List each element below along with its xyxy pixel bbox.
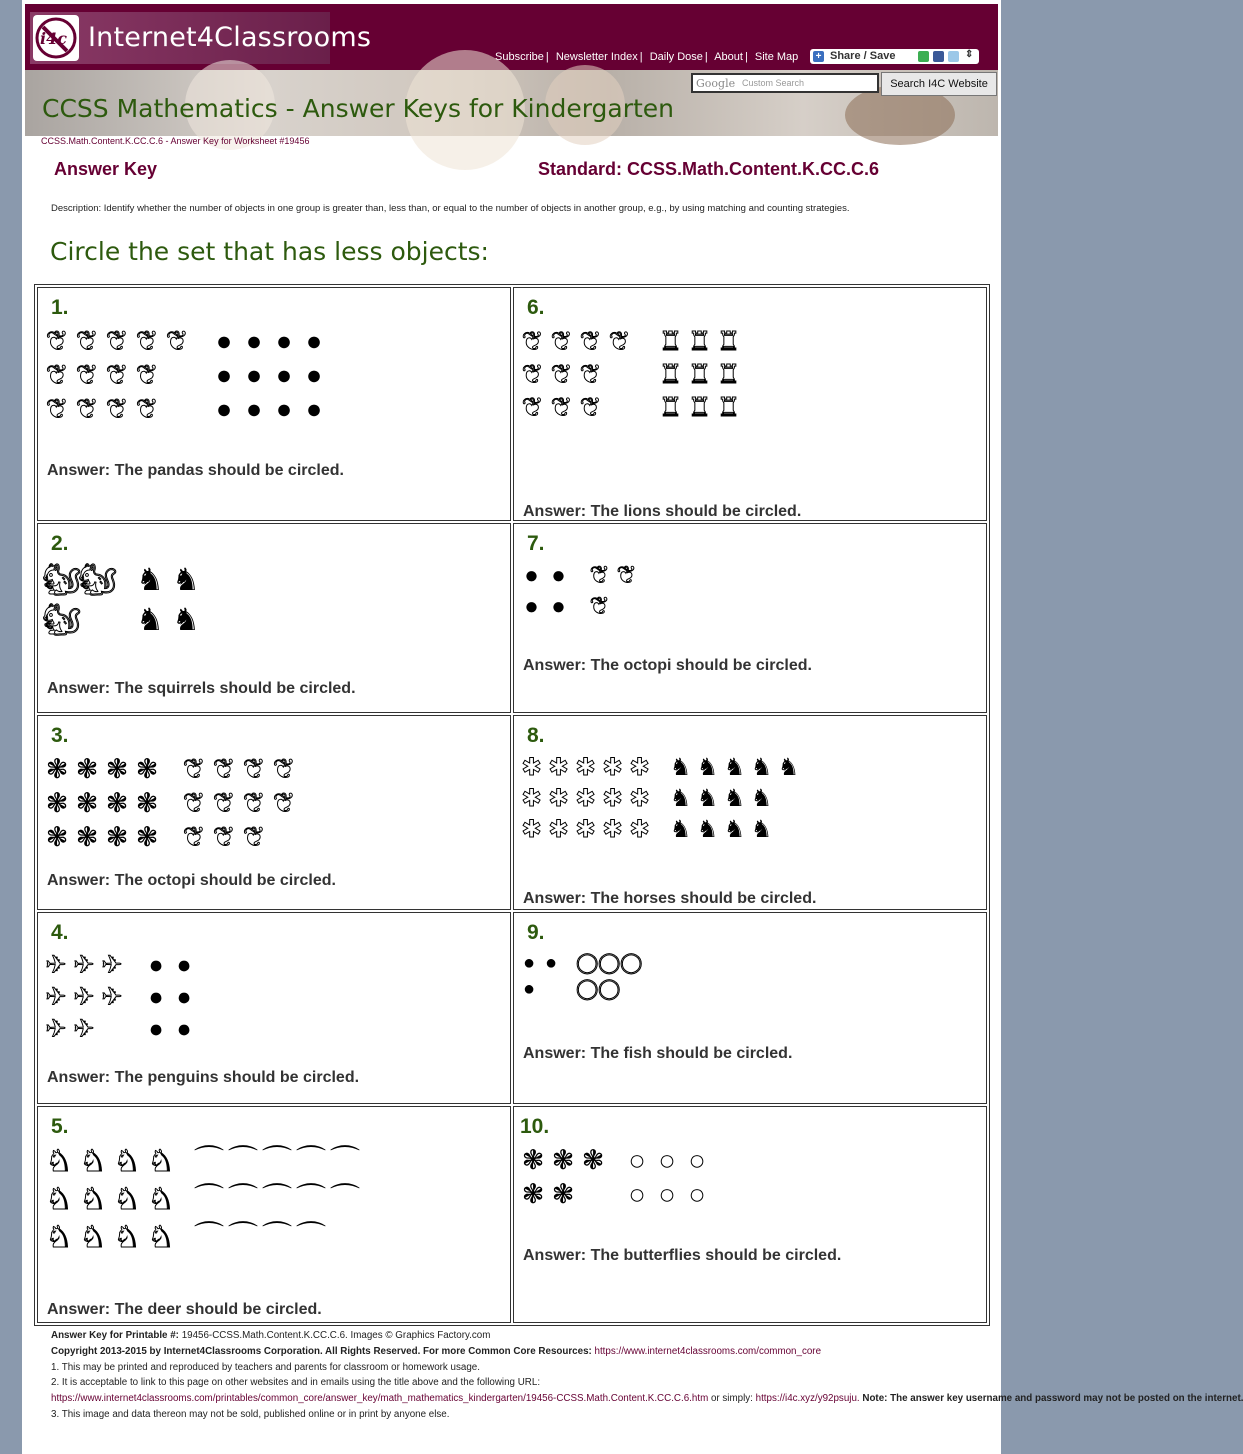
raccoon-icon: ● xyxy=(658,1145,676,1175)
octopus-icon: ❦ xyxy=(272,754,296,784)
panda-icon: ● xyxy=(215,360,233,390)
raccoon-icon: ● xyxy=(688,1179,706,1209)
panda-icon: ● xyxy=(275,326,293,356)
octopus-icon: ❦ xyxy=(182,754,206,784)
butterfly-icon: ❃ xyxy=(521,1145,545,1175)
penguin-icon: ● xyxy=(148,983,164,1011)
deer-icon: ♞ xyxy=(113,1145,141,1178)
octopus-icon: ❦ xyxy=(105,360,129,390)
seal-icon: ● xyxy=(524,593,539,620)
panda-icon: ● xyxy=(215,326,233,356)
problem-number: 2. xyxy=(51,532,69,555)
octopus-icon: ❦ xyxy=(135,394,159,424)
panda-icon: ● xyxy=(275,360,293,390)
octopus-icon: ❦ xyxy=(212,822,236,852)
crab-icon: ✱ xyxy=(548,754,569,781)
horse-icon: ♞ xyxy=(723,785,746,812)
fish-icon: ● xyxy=(544,952,558,974)
footer-printable-label: Answer Key for Printable #: xyxy=(51,1330,179,1341)
problem-number: 9. xyxy=(527,921,545,944)
problem-cell-7 xyxy=(513,523,987,713)
facebook-icon xyxy=(933,51,944,62)
lion-icon: ♜ xyxy=(716,359,741,389)
share-icon xyxy=(918,51,929,62)
horse-icon: ♞ xyxy=(669,754,692,781)
bird-icon: ✈ xyxy=(73,951,95,979)
page-title: CCSS Mathematics - Answer Keys for Kindergarten xyxy=(42,94,675,123)
octopus-icon: ❦ xyxy=(165,326,189,356)
bat-icon: ⌒ xyxy=(330,1145,360,1178)
chameleon-icon: ❦ xyxy=(521,359,544,389)
octopus-icon: ❦ xyxy=(589,593,610,620)
crab-icon: ✱ xyxy=(575,754,596,781)
chameleon-icon: ❦ xyxy=(550,392,573,422)
horse-icon: ♞ xyxy=(723,816,746,843)
bat-icon: ⌒ xyxy=(262,1183,292,1216)
seal-icon: ● xyxy=(524,562,539,589)
butterfly-icon: ❃ xyxy=(551,1145,575,1175)
bat-icon: ⌒ xyxy=(194,1221,224,1254)
google-logo: Google xyxy=(696,77,736,90)
lion-icon: ♜ xyxy=(658,359,683,389)
crab-icon: ✱ xyxy=(602,816,623,843)
deer-icon: ♞ xyxy=(45,1145,73,1178)
pig-icon: ◯ xyxy=(598,952,621,974)
octopus-icon: ❦ xyxy=(182,788,206,818)
lion-icon: ♜ xyxy=(687,359,712,389)
squirrel-icon: 🐿 xyxy=(42,602,82,637)
bird-icon: ✈ xyxy=(101,951,123,979)
horse-icon: ♞ xyxy=(696,816,719,843)
butterfly-icon: ❃ xyxy=(75,822,99,852)
problem-cell-5 xyxy=(37,1106,511,1323)
deer-icon: ♞ xyxy=(147,1221,175,1254)
horse-icon: ♞ xyxy=(136,562,164,597)
answer-text: Answer: The butterflies should be circled. xyxy=(523,1247,842,1264)
problem-number: 4. xyxy=(51,921,69,944)
crab-icon: ✱ xyxy=(602,785,623,812)
bat-icon: ⌒ xyxy=(262,1145,292,1178)
answer-text: Answer: The deer should be circled. xyxy=(47,1301,322,1318)
site-header xyxy=(25,4,998,70)
deer-icon: ♞ xyxy=(113,1221,141,1254)
penguin-icon: ● xyxy=(176,1015,192,1043)
octopus-icon: ❦ xyxy=(45,326,69,356)
penguin-icon: ● xyxy=(148,951,164,979)
answer-text: Answer: The fish should be circled. xyxy=(523,1045,793,1062)
deer-icon: ♞ xyxy=(147,1183,175,1216)
bat-icon: ⌒ xyxy=(296,1145,326,1178)
bat-icon: ⌒ xyxy=(228,1183,258,1216)
nav-daily-dose[interactable]: Daily Dose xyxy=(649,51,703,63)
twitter-icon xyxy=(948,51,959,62)
octopus-icon: ❦ xyxy=(75,360,99,390)
bat-icon: ⌒ xyxy=(228,1145,258,1178)
raccoon-icon: ● xyxy=(658,1179,676,1209)
share-label: Share / Save xyxy=(830,50,896,62)
bat-icon: ⌒ xyxy=(262,1221,292,1254)
plus-icon: + xyxy=(813,51,824,62)
description: Description: Identify whether the number of objects in one group is greater than, less than, or equal to the number of objects in another group, e.g., by using matching and counting strategies. xyxy=(51,203,850,214)
deer-icon: ♞ xyxy=(79,1145,107,1178)
crab-icon: ✱ xyxy=(629,785,650,812)
squirrel-icon: 🐿 xyxy=(78,562,118,597)
butterfly-icon: ❃ xyxy=(135,822,159,852)
raccoon-icon: ● xyxy=(688,1145,706,1175)
octopus-icon: ❦ xyxy=(272,788,296,818)
lion-icon: ♜ xyxy=(658,392,683,422)
footer-images-credit: Images © Graphics Factory.com xyxy=(350,1330,491,1341)
bird-icon: ✈ xyxy=(45,983,67,1011)
raccoon-icon: ● xyxy=(628,1179,646,1209)
horse-icon: ♞ xyxy=(172,602,200,637)
squirrel-icon: 🐿 xyxy=(42,562,82,597)
horse-icon: ♞ xyxy=(172,562,200,597)
crab-icon: ✱ xyxy=(575,785,596,812)
problem-number: 10. xyxy=(520,1115,550,1138)
problem-cell-3 xyxy=(37,715,511,910)
butterfly-icon: ❃ xyxy=(75,788,99,818)
top-nav: Subscribe | Newsletter Index | Daily Dose | About | Site Map xyxy=(495,51,799,63)
title-banner xyxy=(25,70,998,136)
footer-or-simply: or simply: xyxy=(710,1393,753,1405)
panda-icon: ● xyxy=(305,394,323,424)
problem-cell-6 xyxy=(513,287,987,521)
octopus-icon: ❦ xyxy=(105,394,129,424)
penguin-icon: ● xyxy=(176,983,192,1011)
problem-number: 7. xyxy=(527,532,545,555)
problem-cell-1 xyxy=(37,287,511,521)
crab-icon: ✱ xyxy=(521,785,542,812)
panda-icon: ● xyxy=(245,394,263,424)
nav-subscribe[interactable]: Subscribe xyxy=(495,51,544,63)
search-input[interactable] xyxy=(691,73,879,93)
lion-icon: ♜ xyxy=(687,392,712,422)
logo-text: Internet4Classrooms xyxy=(88,22,372,53)
answer-text: Answer: The octopi should be circled. xyxy=(47,872,336,889)
answer-text: Answer: The pandas should be circled. xyxy=(47,462,344,479)
deer-icon: ♞ xyxy=(147,1145,175,1178)
bat-icon: ⌒ xyxy=(228,1221,258,1254)
problem-number: 5. xyxy=(51,1115,69,1138)
panda-icon: ● xyxy=(245,360,263,390)
logo-mark-icon: i4c xyxy=(33,15,79,61)
octopus-icon: ❦ xyxy=(242,754,266,784)
deer-icon: ♞ xyxy=(79,1183,107,1216)
nav-site-map[interactable]: Site Map xyxy=(754,51,799,63)
octopus-icon: ❦ xyxy=(75,394,99,424)
panda-icon: ● xyxy=(215,394,233,424)
bird-icon: ✈ xyxy=(45,1015,67,1043)
deer-icon: ♞ xyxy=(45,1221,73,1254)
chameleon-icon: ❦ xyxy=(521,392,544,422)
breadcrumb[interactable]: CCSS.Math.Content.K.CC.C.6 - Answer Key for Worksheet #19456 xyxy=(41,136,310,146)
answer-text: Answer: The lions should be circled. xyxy=(523,503,802,520)
chameleon-icon: ❦ xyxy=(550,326,573,356)
footer-warning: Note: The answer key username and password may not be posted on the internet. xyxy=(862,1393,1243,1405)
footer-copyright: Copyright 2013-2015 by Internet4Classrooms Corporation. All Rights Reserved. For more Common Core Resources: xyxy=(51,1345,592,1357)
butterfly-icon: ❃ xyxy=(45,788,69,818)
nav-newsletter-index[interactable]: Newsletter Index xyxy=(555,51,638,63)
octopus-icon: ❦ xyxy=(212,754,236,784)
bird-icon: ✈ xyxy=(73,983,95,1011)
nav-about[interactable]: About xyxy=(714,51,743,63)
pig-icon: ◯ xyxy=(576,978,599,1000)
octopus-icon: ❦ xyxy=(182,822,206,852)
footer-note-1: 1. This may be printed and reproduced by teachers and parents for classroom or homework usage. xyxy=(51,1361,480,1373)
answer-text: Answer: The octopi should be circled. xyxy=(523,657,812,674)
crab-icon: ✱ xyxy=(548,816,569,843)
footer-printable-id: 19456-CCSS.Math.Content.K.CC.C.6. xyxy=(181,1330,348,1341)
panda-icon: ● xyxy=(305,326,323,356)
octopus-icon: ❦ xyxy=(616,562,637,589)
chameleon-icon: ❦ xyxy=(521,326,544,356)
horse-icon: ♞ xyxy=(136,602,164,637)
butterfly-icon: ❃ xyxy=(135,788,159,818)
panda-icon: ● xyxy=(245,326,263,356)
chevron-updown-icon: ⇕ xyxy=(965,49,974,60)
chameleon-icon: ❦ xyxy=(579,326,602,356)
deer-icon: ♞ xyxy=(79,1221,107,1254)
site-logo[interactable] xyxy=(30,12,372,64)
butterfly-icon: ❃ xyxy=(551,1179,575,1209)
footer-note-2: 2. It is acceptable to link to this page on other websites and in emails using the title above and the following URL: xyxy=(51,1377,541,1389)
problem-cell-9 xyxy=(513,912,987,1104)
problem-cell-10 xyxy=(513,1106,987,1323)
crab-icon: ✱ xyxy=(629,754,650,781)
octopus-icon: ❦ xyxy=(589,562,610,589)
horse-icon: ♞ xyxy=(669,785,692,812)
horse-icon: ♞ xyxy=(750,754,773,781)
problem-grid xyxy=(34,284,990,1326)
panda-icon: ● xyxy=(275,394,293,424)
chameleon-icon: ❦ xyxy=(608,326,631,356)
chameleon-icon: ❦ xyxy=(550,359,573,389)
bat-icon: ⌒ xyxy=(194,1145,224,1178)
penguin-icon: ● xyxy=(176,951,192,979)
chameleon-icon: ❦ xyxy=(579,359,602,389)
fish-icon: ● xyxy=(522,952,536,974)
horse-icon: ♞ xyxy=(750,785,773,812)
lion-icon: ♜ xyxy=(687,326,712,356)
page xyxy=(22,0,1243,1454)
bat-icon: ⌒ xyxy=(296,1221,326,1254)
octopus-icon: ❦ xyxy=(135,326,159,356)
search-placeholder: Custom Search xyxy=(742,78,805,88)
problem-number: 8. xyxy=(527,724,545,747)
answer-key-heading: Answer Key xyxy=(54,159,158,179)
problem-number: 3. xyxy=(51,724,69,747)
problem-cell-2 xyxy=(37,523,511,713)
bat-icon: ⌒ xyxy=(330,1183,360,1216)
penguin-icon: ● xyxy=(148,1015,164,1043)
problem-number: 6. xyxy=(527,296,545,319)
instruction: Circle the set that has less objects: xyxy=(50,237,489,266)
footer-note-3: 3. This image and data thereon may not be sold, published online or in print by anyone else. xyxy=(51,1408,450,1420)
raccoon-icon: ● xyxy=(628,1145,646,1175)
butterfly-icon: ❃ xyxy=(105,788,129,818)
octopus-icon: ❦ xyxy=(105,326,129,356)
octopus-icon: ❦ xyxy=(45,394,69,424)
footer xyxy=(51,1328,1243,1423)
octopus-icon: ❦ xyxy=(242,822,266,852)
lion-icon: ♜ xyxy=(716,326,741,356)
panda-icon: ● xyxy=(305,360,323,390)
bird-icon: ✈ xyxy=(73,1015,95,1043)
octopus-icon: ❦ xyxy=(212,788,236,818)
crab-icon: ✱ xyxy=(548,785,569,812)
lion-icon: ♜ xyxy=(658,326,683,356)
answer-text: Answer: The squirrels should be circled. xyxy=(47,680,356,697)
butterfly-icon: ❃ xyxy=(105,754,129,784)
problem-cell-8 xyxy=(513,715,987,910)
search-button[interactable]: Search I4C Website xyxy=(881,72,997,96)
butterfly-icon: ❃ xyxy=(521,1179,545,1209)
horse-icon: ♞ xyxy=(669,816,692,843)
horse-icon: ♞ xyxy=(696,754,719,781)
deer-icon: ♞ xyxy=(113,1183,141,1216)
pig-icon: ◯ xyxy=(576,952,599,974)
butterfly-icon: ❃ xyxy=(45,754,69,784)
crab-icon: ✱ xyxy=(629,816,650,843)
pig-icon: ◯ xyxy=(620,952,643,974)
answer-text: Answer: The penguins should be circled. xyxy=(47,1069,360,1086)
butterfly-icon: ❃ xyxy=(135,754,159,784)
bat-icon: ⌒ xyxy=(194,1183,224,1216)
octopus-icon: ❦ xyxy=(242,788,266,818)
problem-number: 1. xyxy=(51,296,69,319)
bird-icon: ✈ xyxy=(101,983,123,1011)
crab-icon: ✱ xyxy=(521,816,542,843)
bat-icon: ⌒ xyxy=(296,1183,326,1216)
horse-icon: ♞ xyxy=(696,785,719,812)
octopus-icon: ❦ xyxy=(135,360,159,390)
bird-icon: ✈ xyxy=(45,951,67,979)
octopus-icon: ❦ xyxy=(45,360,69,390)
chameleon-icon: ❦ xyxy=(579,392,602,422)
horse-icon: ♞ xyxy=(750,816,773,843)
butterfly-icon: ❃ xyxy=(581,1145,605,1175)
footer-short-url[interactable]: https://i4c.xyz/y92psuju. xyxy=(755,1393,860,1405)
lion-icon: ♜ xyxy=(716,392,741,422)
standard-heading: Standard: CCSS.Math.Content.K.CC.C.6 xyxy=(538,159,880,179)
answer-text: Answer: The horses should be circled. xyxy=(523,890,817,907)
seal-icon: ● xyxy=(551,593,566,620)
footer-page-url[interactable]: https://www.internet4classrooms.com/printables/common_core/answer_key/math_mathematics_kindergarten/19456-CCSS.Math.Content.K.CC.C.6.htm xyxy=(51,1393,709,1405)
horse-icon: ♞ xyxy=(777,754,800,781)
share-save-button[interactable] xyxy=(810,49,979,64)
problem-cell-4 xyxy=(37,912,511,1104)
octopus-icon: ❦ xyxy=(75,326,99,356)
butterfly-icon: ❃ xyxy=(105,822,129,852)
crab-icon: ✱ xyxy=(521,754,542,781)
footer-common-core-link[interactable]: https://www.internet4classrooms.com/common_core xyxy=(594,1345,822,1357)
butterfly-icon: ❃ xyxy=(75,754,99,784)
horse-icon: ♞ xyxy=(723,754,746,781)
fish-icon: ● xyxy=(522,978,536,1000)
pig-icon: ◯ xyxy=(598,978,621,1000)
seal-icon: ● xyxy=(551,562,566,589)
crab-icon: ✱ xyxy=(575,816,596,843)
crab-icon: ✱ xyxy=(602,754,623,781)
butterfly-icon: ❃ xyxy=(45,822,69,852)
deer-icon: ♞ xyxy=(45,1183,73,1216)
